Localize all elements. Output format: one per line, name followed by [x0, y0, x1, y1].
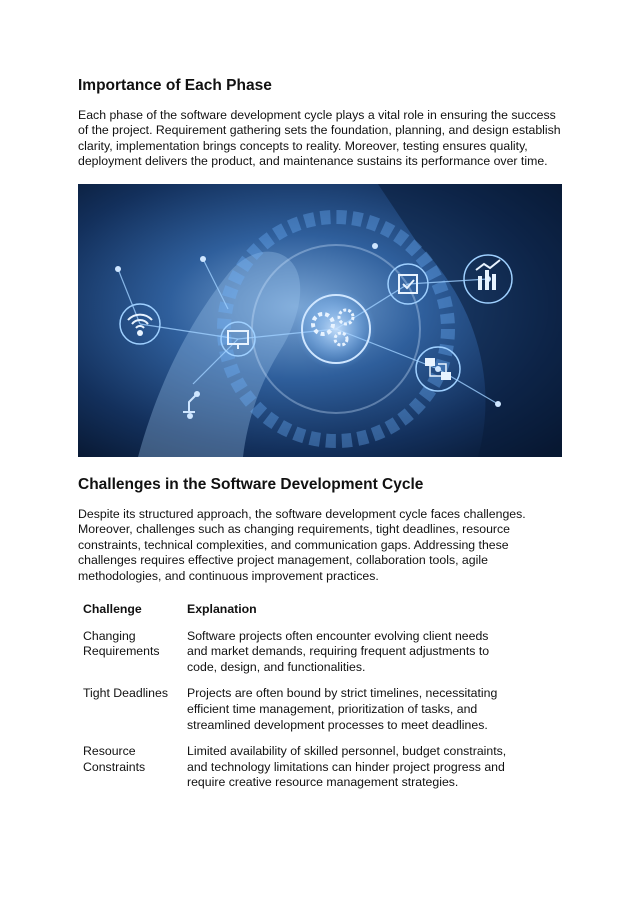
challenge-cell: Tight Deadlines	[83, 686, 168, 701]
gears-icon	[296, 289, 376, 369]
table-row	[78, 629, 507, 687]
explanation-cell: Projects are often bound by strict timelines, necessitating efficient time management, prioritization of tasks, and streamlined development processes to meet deadlines.	[187, 686, 498, 732]
table-row	[78, 744, 507, 802]
header-explanation: Explanation	[187, 602, 257, 616]
section-heading-challenges: Challenges in the Software Development Cycle	[78, 476, 424, 493]
importance-paragraph: Each phase of the software development cycle plays a vital role in ensuring the success of the project. Requirement gathering sets the foundation, planning, and design establish clarity, implementation brings concepts to reality. Moreover, testing ensures quality, deployment delivers the product, and maintenance sustains its performance over time.	[78, 108, 561, 169]
challenges-table	[78, 602, 507, 802]
table-header-row	[78, 602, 507, 629]
challenge-cell: Changing Requirements	[83, 628, 160, 659]
table-row	[78, 686, 507, 744]
explanation-cell: Software projects often encounter evolving client needs and market demands, requiring frequent adjustments to code, design, and functionalities.	[187, 628, 490, 674]
technology-illustration	[78, 184, 562, 457]
section-heading-importance: Importance of Each Phase	[78, 77, 272, 94]
challenge-cell: Resource Constraints	[83, 744, 146, 774]
challenges-paragraph: Despite its structured approach, the software development cycle faces challenges. Moreover, challenges such as changing requirements, tight deadlines, resource constraints, technical complexities, and communication gaps. Addressing these challenges requires effective project management, collaboration tools, agile methodologies, and continuous improvement practices.	[78, 507, 526, 583]
explanation-cell: Limited availability of skilled personnel, budget constraints, and technology limitations can hinder project progress and require creative resource management strategies.	[187, 744, 507, 790]
header-challenge: Challenge	[83, 602, 142, 616]
